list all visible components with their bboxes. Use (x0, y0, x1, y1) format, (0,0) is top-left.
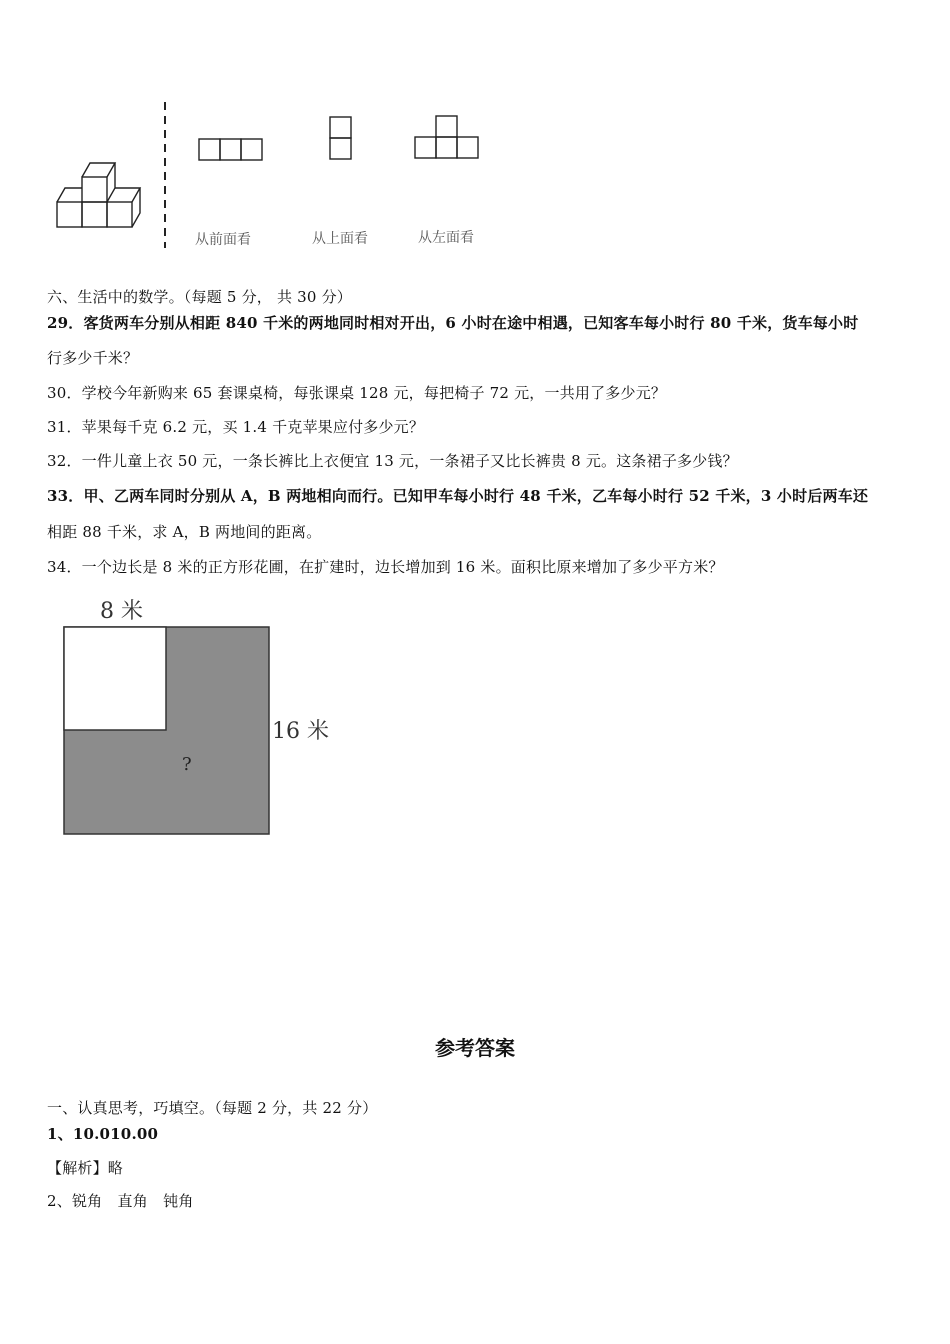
caption-front-view: 从前面看 (195, 232, 251, 248)
answers-section-1-heading: 一、认真思考，巧填空。（每题 2 分，共 22 分） (47, 1099, 378, 1117)
question-29-line-2: 行多少千米？ (47, 349, 139, 367)
left-view-drawing (414, 115, 484, 161)
question-31: 31．苹果每千克 6.2 元，买 1.4 千克苹果应付多少元？ (47, 418, 425, 436)
answer-1-analysis: 【解析】略 (47, 1159, 124, 1177)
front-view-drawing (198, 138, 266, 162)
square-drawing (63, 626, 271, 836)
question-30: 30．学校今年新购来 65 套课桌椅，每张课桌 128 元，每把椅子 72 元，一共用了多少元？ (47, 384, 667, 402)
question-29-line-1: 29．客货两车分别从相距 840 千米的两地同时相对开出，6 小时在途中相遇，已知客车每小时行 80 千米，货车每小时 (47, 314, 859, 332)
cube-stack-drawing (50, 155, 150, 235)
question-33-line-2: 相距 88 千米，求 A，B 两地间的距离。 (47, 523, 322, 541)
caption-left-view: 从左面看 (418, 230, 474, 246)
square-question-mark: ? (182, 754, 192, 775)
question-34: 34．一个边长是 8 米的正方形花圃，在扩建时，边长增加到 16 米。面积比原来增加了多少平方米？ (47, 558, 724, 576)
answer-1: 1、10.010.00 (47, 1125, 159, 1143)
dashed-divider (160, 102, 170, 250)
answers-title: 参考答案 (435, 1036, 515, 1060)
answer-2: 2、锐角 直角 钝角 (47, 1192, 194, 1210)
section-6-heading: 六、生活中的数学。（每题 5 分， 共 30 分） (47, 288, 352, 306)
caption-top-view: 从上面看 (312, 231, 368, 247)
question-33-line-1: 33．甲、乙两车同时分别从 A，B 两地相向而行。已知甲车每小时行 48 千米，乙车每小时行 52 千米，3 小时后两车还 (47, 487, 869, 505)
top-view-drawing (329, 116, 355, 162)
square-side-label: 16 米 (272, 719, 329, 744)
square-top-label: 8 米 (100, 599, 143, 624)
question-32: 32．一件儿童上衣 50 元，一条长裤比上衣便宜 13 元，一条裙子又比长裤贵 8 元。这条裙子多少钱？ (47, 452, 738, 470)
